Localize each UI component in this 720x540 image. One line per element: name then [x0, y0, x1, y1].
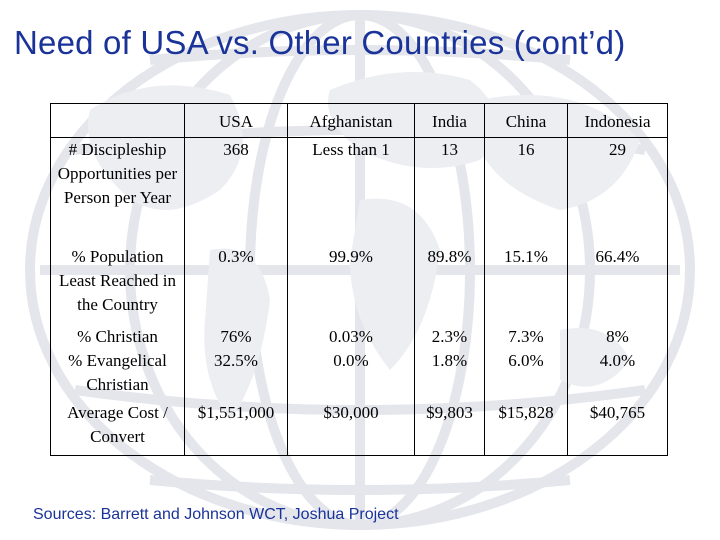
sources-note: Sources: Barrett and Johnson WCT, Joshua Project	[33, 506, 399, 523]
header-cell-indonesia: Indonesia	[568, 104, 668, 138]
row-label: Average Cost / Convert	[51, 401, 185, 456]
table-row	[51, 245, 668, 325]
table-cell: $15,828	[485, 401, 568, 456]
table-cell: 7.3%	[485, 325, 568, 349]
header-cell-china: China	[485, 104, 568, 138]
row-label: # Discipleship Opportunities per Person per Year	[51, 138, 185, 246]
table-cell: 15.1%	[485, 245, 568, 325]
table-cell: 0.3%	[185, 245, 288, 325]
header-cell-empty	[51, 104, 185, 138]
table-cell: 32.5%	[185, 349, 288, 401]
table-row	[51, 349, 668, 401]
header-cell-india: India	[415, 104, 485, 138]
header-cell-afghanistan: Afghanistan	[288, 104, 415, 138]
row-label: % Population Least Reached in the Country	[51, 245, 185, 325]
table-cell: 8%	[568, 325, 668, 349]
table-cell: $9,803	[415, 401, 485, 456]
table-cell: 0.03%	[288, 325, 415, 349]
table-cell: $1,551,000	[185, 401, 288, 456]
row-label: % Evangelical Christian	[51, 349, 185, 401]
table-cell: Less than 1	[288, 138, 415, 246]
table-cell: 16	[485, 138, 568, 246]
table-cell: 6.0%	[485, 349, 568, 401]
table-row	[51, 325, 668, 349]
table-cell: 13	[415, 138, 485, 246]
slide-title: Need of USA vs. Other Countries (cont’d)	[14, 24, 626, 61]
table-cell: 99.9%	[288, 245, 415, 325]
table-cell: 4.0%	[568, 349, 668, 401]
table-cell: 66.4%	[568, 245, 668, 325]
table-cell: $40,765	[568, 401, 668, 456]
table-row	[51, 401, 668, 456]
table-cell: 368	[185, 138, 288, 246]
table-cell: 1.8%	[415, 349, 485, 401]
row-label: % Christian	[51, 325, 185, 349]
table-row	[51, 138, 668, 246]
header-cell-usa: USA	[185, 104, 288, 138]
table-cell: 2.3%	[415, 325, 485, 349]
table-cell: 76%	[185, 325, 288, 349]
comparison-table	[50, 103, 668, 456]
table-header-row	[51, 104, 668, 138]
table-cell: $30,000	[288, 401, 415, 456]
table-cell: 0.0%	[288, 349, 415, 401]
table-cell: 89.8%	[415, 245, 485, 325]
table-cell: 29	[568, 138, 668, 246]
